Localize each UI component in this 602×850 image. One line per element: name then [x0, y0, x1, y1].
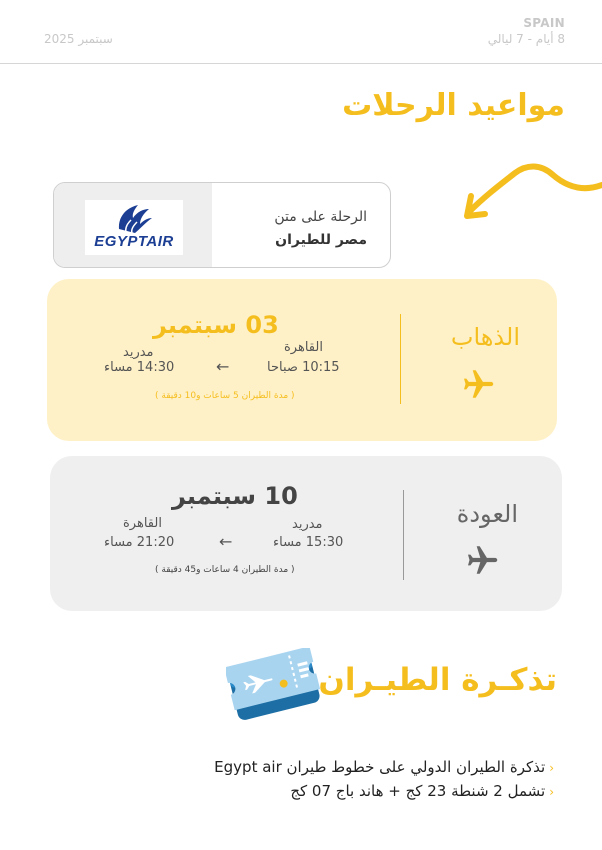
chevron-icon: ‹ [549, 761, 554, 775]
outbound-to-time: 14:30 مساء [104, 360, 175, 375]
airline-card [53, 182, 391, 268]
return-from-time: 15:30 مساء [273, 535, 344, 550]
return-date: 10 سبتمبر [172, 482, 298, 510]
list-item: ‹تشمل 2 شنطة 23 كج + هاند باج 07 كج [290, 782, 554, 800]
section-title: مواعيد الرحلات [342, 88, 565, 123]
airline-intro: الرحلة على متن [274, 209, 367, 225]
egyptair-logo [85, 200, 183, 255]
return-to-city: القاهرة [123, 516, 162, 531]
ticket-details-list [214, 756, 554, 804]
return-label: العودة [456, 500, 518, 528]
outbound-to-city: مدريد [123, 345, 154, 360]
airplane-icon [464, 542, 502, 578]
airplane-icon [460, 366, 498, 402]
outbound-from-time: 10:15 صباحا [267, 360, 340, 375]
return-to-time: 21:20 مساء [104, 535, 175, 550]
plane-ticket-icon [226, 648, 322, 724]
outbound-label: الذهاب [450, 323, 520, 351]
return-divider [403, 490, 404, 580]
chevron-icon: ‹ [549, 785, 554, 799]
outbound-divider [400, 314, 401, 404]
curved-arrow-icon [455, 160, 602, 230]
header-date: سبتمبر 2025 [44, 32, 113, 46]
outbound-date: 03 سبتمبر [153, 311, 279, 339]
ticket-section-title: تذكـرة الطيـران [318, 662, 557, 698]
egyptair-logo-text: EGYPTAIR [94, 233, 174, 250]
outbound-from-city: القاهرة [284, 340, 323, 355]
list-item: ‹تذكرة الطيران الدولي على خطوط طيران Egypt air [214, 758, 554, 776]
header-country: SPAIN [523, 16, 565, 30]
return-from-city: مدريد [292, 517, 323, 532]
return-flight-card [50, 456, 562, 611]
header-divider [0, 63, 602, 64]
return-duration: ( مدة الطيران 4 ساعات و45 دقيقة ) [155, 565, 295, 575]
airline-name: مصر للطيران [275, 232, 367, 248]
outbound-arrow: ← [216, 357, 230, 376]
header-duration: 8 أيام - 7 ليالي [487, 32, 565, 46]
return-arrow: ← [219, 532, 233, 551]
airline-logo-box [54, 183, 212, 267]
outbound-duration: ( مدة الطيران 5 ساعات و10 دقيقة ) [155, 391, 295, 401]
